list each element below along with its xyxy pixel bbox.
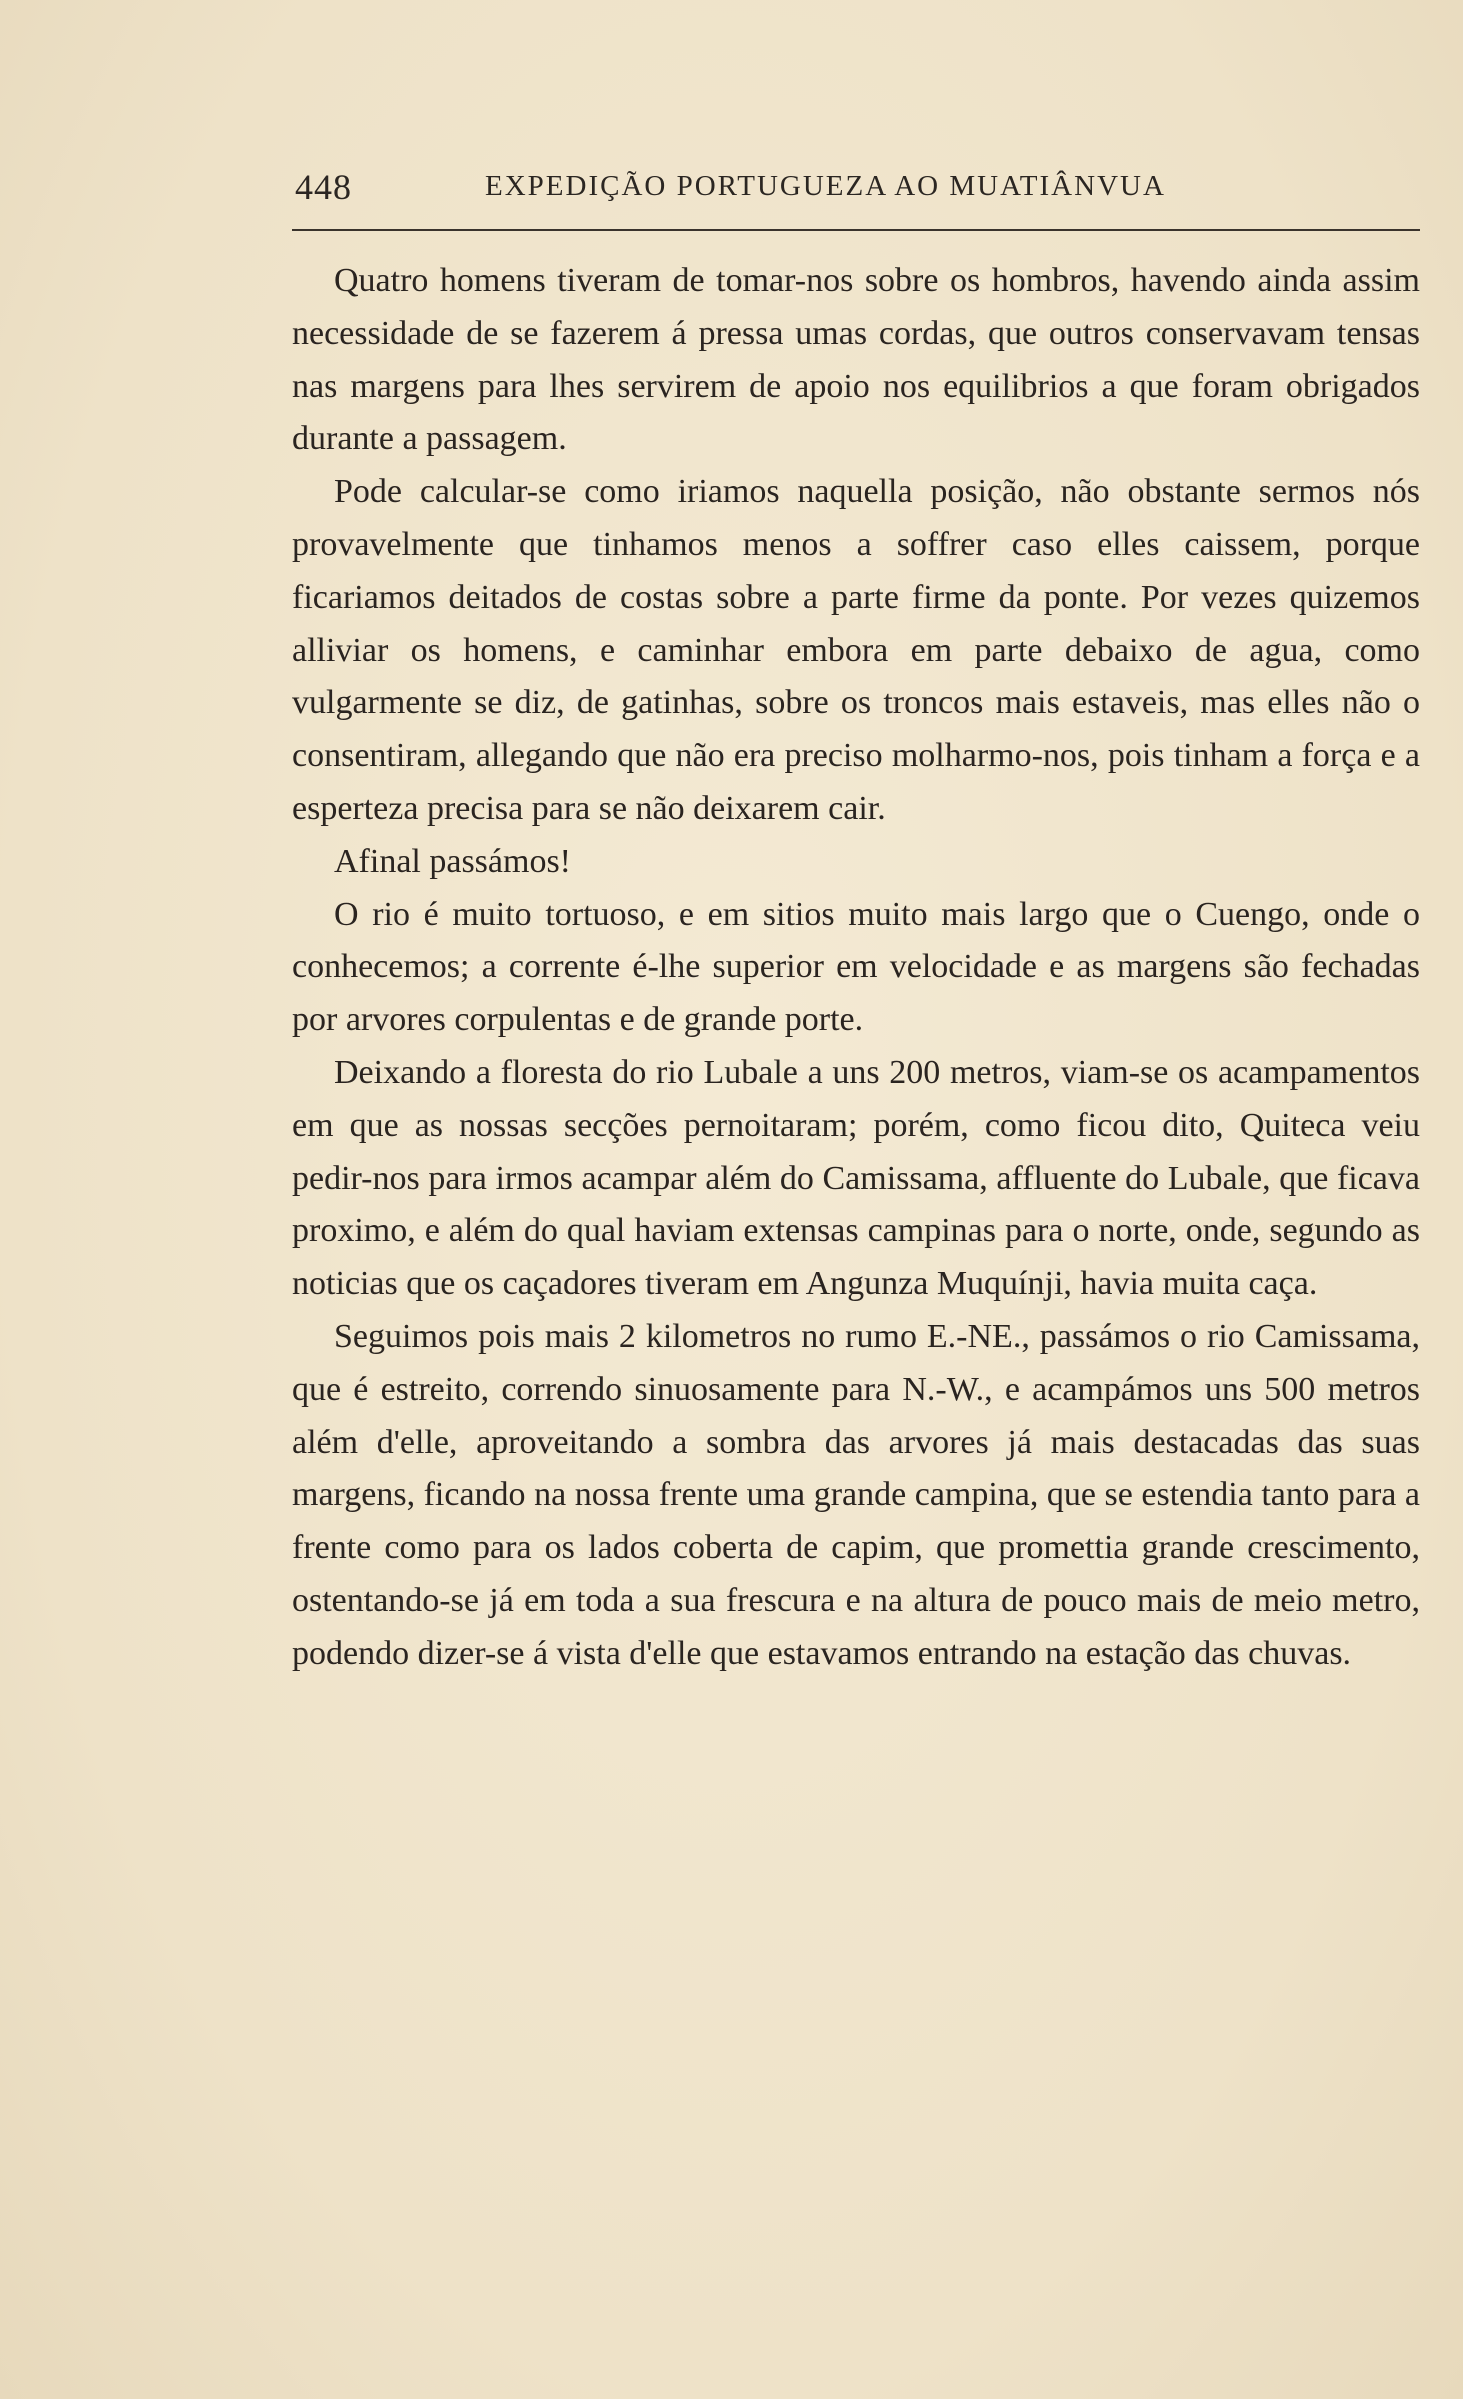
header-rule xyxy=(292,229,1420,231)
paragraph: Seguimos pois mais 2 kilometros no rumo E.-NE., passámos o rio Camissama, que é estreito, correndo sinuosamente para N.-W., e acampámos uns 500 metros além d'elle, aproveitando a sombra das arvores já mais destacadas das suas margens, ficando na nossa frente uma grande campina, que se estendia tanto para a frente como para os lados coberta de capim, que promettia grande crescimento, ostentando-se já em toda a sua frescura e na altura de pouco mais de meio metro, podendo dizer-se á vista d'elle que estavamos entrando na estação das chuvas. xyxy=(292,1317,1420,1672)
page-number: 448 xyxy=(295,167,352,207)
page-header xyxy=(295,166,1395,216)
body-text xyxy=(292,255,1420,1681)
paragraph: O rio é muito tortuoso, e em sitios muito mais largo que o Cuengo, onde o conhecemos; a corrente é-lhe superior em velocidade e as margens são fechadas por arvores corpulentas e de grande porte. xyxy=(292,895,1420,1039)
paragraph: Quatro homens tiveram de tomar-nos sobre os hombros, havendo ainda assim necessidade de se fazerem á pressa umas cordas, que outros conservavam tensas nas margens para lhes servirem de apoio nos equilibrios a que foram obrigados durante a passagem. xyxy=(292,262,1420,458)
paragraph: Afinal passámos! xyxy=(334,842,572,880)
running-title: EXPEDIÇÃO PORTUGUEZA AO MUATIÂNVUA xyxy=(485,170,1166,202)
paragraph: Deixando a floresta do rio Lubale a uns 200 metros, viam-se os acampamentos em que as nossas secções pernoitaram; porém, como ficou dito, Quiteca veiu pedir-nos para irmos acampar além do Camissama, affluente do Lubale, que ficava proximo, e além do qual haviam extensas campinas para o norte, onde, segundo as noticias que os caçadores tiveram em Angunza Muquínji, havia muita caça. xyxy=(292,1053,1420,1303)
paragraph: Pode calcular-se como iriamos naquella posição, não obstante sermos nós provavelmente que tinhamos menos a soffrer caso elles caissem, porque ficariamos deitados de costas sobre a parte firme da ponte. Por vezes quizemos alliviar os homens, e caminhar embora em parte debaixo de agua, como vulgarmente se diz, de gatinhas, sobre os troncos mais estaveis, mas elles não o consentiram, allegando que não era preciso molharmo-nos, pois tinham a força e a esperteza precisa para se não deixarem cair. xyxy=(292,473,1420,827)
